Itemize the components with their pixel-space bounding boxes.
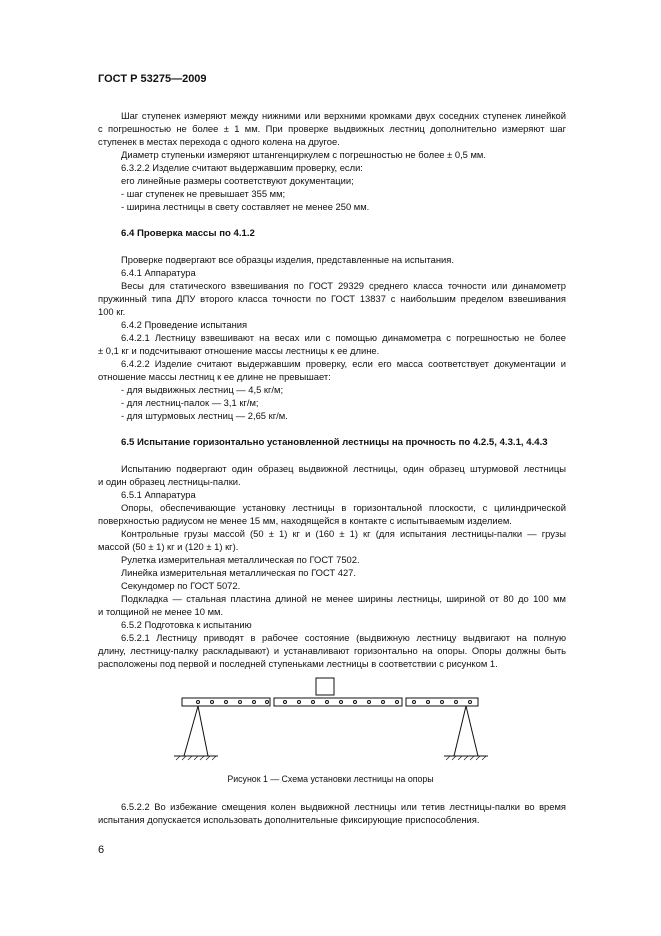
text-line: 6.5.2.2 Во избежание смещения колен выдвижной лестницы или тетив лестницы-палки во время — [121, 801, 566, 812]
section-heading: 6.5 Испытание горизонтально установленной лестницы на прочность по 4.2.5, 4.3.1, 4.4.3 — [121, 437, 548, 448]
text-line: Шаг ступенек измеряют между нижними или верхними кромками двух соседних ступенек линейкой — [121, 110, 566, 121]
ladder-rungs — [197, 701, 472, 704]
text-line: длину, лестницу-палку раскладывают) и устанавливают горизонтально на опоры. Опоры должны быть — [98, 645, 566, 656]
text-line: с погрешностью не более ± 1 мм. При проверке выдвижных лестниц дополнительно измеряют шаг — [98, 123, 566, 134]
text-line: ± 0,1 кг и подсчитывают отношение массы лестницы к ее длине. — [98, 345, 380, 356]
text-line: 6.4.2 Проведение испытания — [121, 319, 248, 330]
text-line: Рулетка измерительная металлическая по ГОСТ 7502. — [121, 554, 360, 565]
text-line: 100 кг. — [98, 306, 126, 317]
support-left — [174, 706, 218, 760]
ladder-support-diagram — [170, 672, 490, 762]
text-line: Весы для статического взвешивания по ГОСТ 29329 среднего класса точности или динамометр — [121, 280, 566, 291]
text-line: Диаметр ступеньки измеряют штангенциркулем с погрешностью не более ± 0,5 мм. — [121, 149, 486, 160]
text-line: 6.5.2 Подготовка к испытанию — [121, 619, 252, 630]
text-line: Опоры, обеспечивающие установку лестницы в горизонтальной плоскости, с цилиндрической — [121, 502, 566, 513]
text-line: 6.4.2.1 Лестницу взвешивают на весах или с помощью динамометра с погрешностью не более — [121, 332, 566, 343]
text-line: - для выдвижных лестниц — 4,5 кг/м; — [121, 384, 284, 395]
text-line: - ширина лестницы в свету составляет не менее 250 мм. — [121, 201, 370, 212]
text-line: - для штурмовых лестниц — 2,65 кг/м. — [121, 410, 288, 421]
page-number: 6 — [98, 844, 105, 856]
figure-caption: Рисунок 1 — Схема установки лестницы на опоры — [227, 774, 434, 784]
text-line: массой (50 ± 1) кг и (120 ± 1) кг). — [98, 541, 239, 552]
text-line: ступенек в местах перехода с одного колена на другое. — [98, 136, 340, 147]
text-line: его линейные размеры соответствуют документации; — [121, 175, 354, 186]
text-line: и толщиной не менее 10 мм. — [98, 606, 224, 617]
text-line: - для лестниц-палок — 3,1 кг/м; — [121, 397, 259, 408]
text-line: отношение массы лестниц к ее длине не превышает: — [98, 371, 331, 382]
document-header: ГОСТ Р 53275—2009 — [98, 73, 207, 85]
text-line: и один образец лестницы-палки. — [98, 476, 241, 487]
ladder-section-middle — [274, 698, 402, 706]
text-line: расположены под первой и последней ступеньками лестницы в соответствии с рисунком 1. — [98, 658, 498, 669]
text-line: пружинный типа ДПУ второго класса точности по ГОСТ 13837 с наибольшим пределом взвешивания — [98, 293, 566, 304]
text-line: Подкладка — стальная пластина длиной не менее ширины лестницы, шириной от 80 до 100 мм — [121, 593, 566, 604]
text-line: 6.5.1 Аппаратура — [121, 489, 196, 500]
text-line: испытания допускается использовать дополнительные фиксирующие приспособления. — [98, 814, 480, 825]
text-line: Испытанию подвергают один образец выдвижной лестницы, один образец штурмовой лестницы — [121, 463, 566, 474]
text-line: Проверке подвергают все образцы изделия, представленные на испытания. — [121, 254, 454, 265]
ladder-section-right — [406, 698, 478, 706]
text-line: 6.4.1 Аппаратура — [121, 267, 196, 278]
load-block — [316, 678, 334, 695]
text-line: - шаг ступенек не превышает 355 мм; — [121, 188, 286, 199]
text-line: Контрольные грузы массой (50 ± 1) кг и (160 ± 1) кг (для испытания лестницы-палки — грузы — [121, 528, 566, 539]
section-heading: 6.4 Проверка массы по 4.1.2 — [121, 228, 255, 239]
text-line: 6.5.2.1 Лестницу приводят в рабочее состояние (выдвижную лестницу выдвигают на полную — [121, 632, 566, 643]
text-line: 6.4.2.2 Изделие считают выдержавшим проверку, если его масса соответствует документации и — [121, 358, 566, 369]
text-line: Секундомер по ГОСТ 5072. — [121, 580, 241, 591]
text-line: 6.3.2.2 Изделие считают выдержавшим проверку, если: — [121, 162, 363, 173]
text-line: Линейка измерительная металлическая по ГОСТ 427. — [121, 567, 356, 578]
ladder-section-left — [182, 698, 270, 706]
support-right — [444, 706, 488, 760]
text-line: поверхностью радиусом не менее 15 мм, находящейся в контакте с испытываемым изделием. — [98, 515, 512, 526]
